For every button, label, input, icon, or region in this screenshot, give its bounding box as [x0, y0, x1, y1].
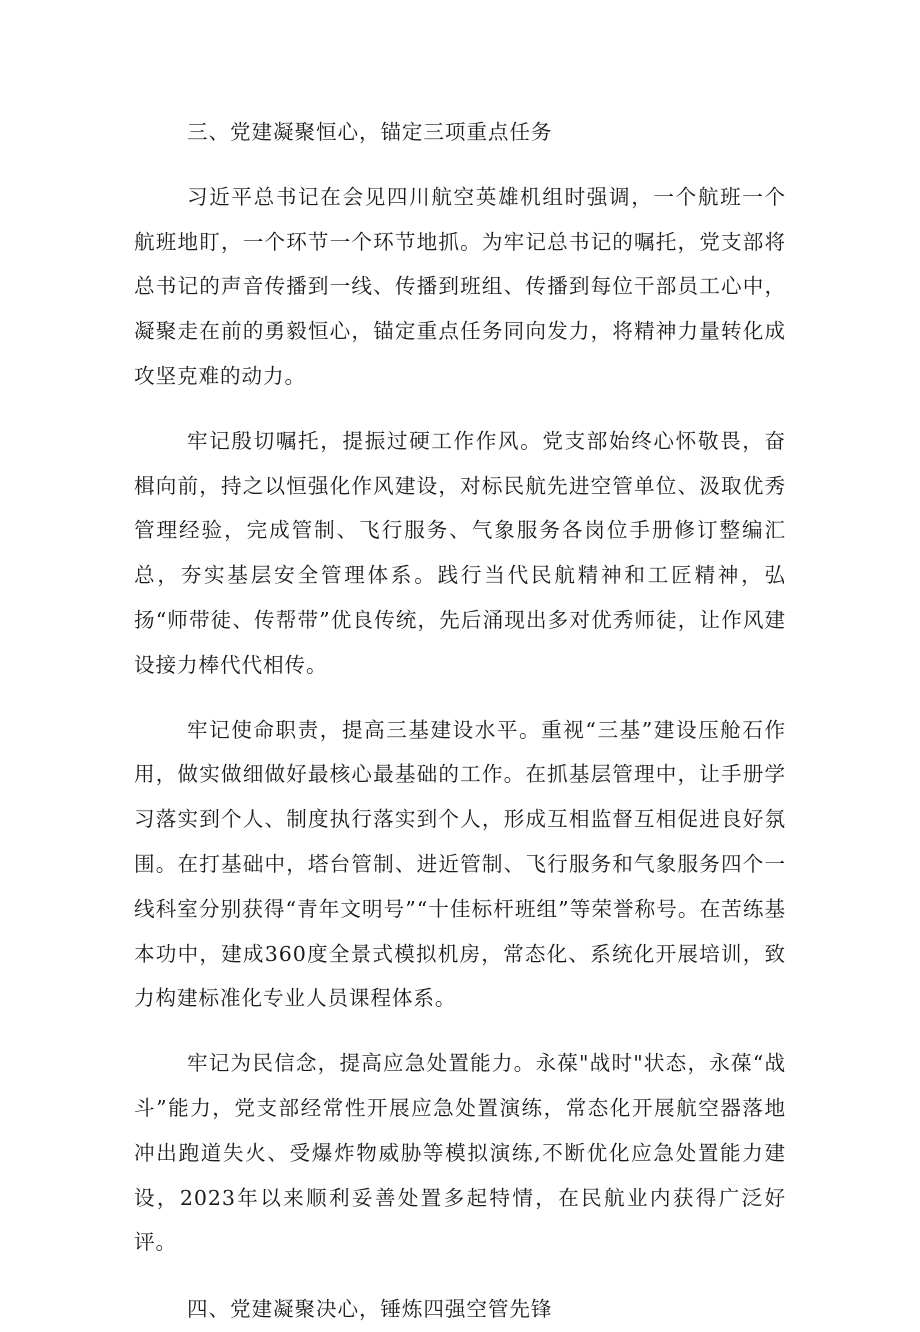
document-body: [134, 110, 786, 1332]
paragraph-1: 习近平总书记在会见四川航空英雄机组时强调，一个航班一个航班地盯，一个环节一个环节地抓。为牢记总书记的嘱托，党支部将总书记的声音传播到一线、传播到班组、传播到每位干部员工心中，凝聚走在前的勇毅恒心，锚定重点任务同向发力，将精神力量转化成攻坚克难的动力。: [134, 184, 786, 388]
paragraph-4: 牢记为民信念，提高应急处置能力。永葆"战时"状态，永葆“战斗”能力，党支部经常性开展应急处置演练，常态化开展航空器落地冲出跑道失火、受爆炸物威胁等模拟演练,不断优化应急处置能力建设，2023年以来顺利妥善处置多起特情，在民航业内获得广泛好评。: [134, 1051, 786, 1255]
section-heading-3: 三、党建凝聚恒心，锚定三项重点任务: [187, 120, 553, 144]
paragraph-2: 牢记殷切嘱托，提振过硬工作作风。党支部始终心怀敬畏，奋楫向前，持之以恒强化作风建设，对标民航先进空管单位、汲取优秀管理经验，完成管制、飞行服务、气象服务各岗位手册修订整编汇总，夯实基层安全管理体系。践行当代民航精神和工匠精神，弘扬“师带徒、传帮带”优良传统，先后涌现出多对优秀师徒，让作风建设接力棒代代相传。: [134, 428, 786, 677]
section-heading-4: 四、党建凝聚决心，锤炼四强空管先锋: [187, 1297, 553, 1322]
paragraph-3: 牢记使命职责，提高三基建设水平。重视“三基”建设压舱石作用，做实做细做好最核心最基础的工作。在抓基层管理中，让手册学习落实到个人、制度执行落实到个人，形成互相监督互相促进良好氛围。在打基础中，塔台管制、进近管制、飞行服务和气象服务四个一线科室分别获得“青年文明号”“十佳标杆班组”等荣誉称号。在苦练基本功中，建成360度全景式模拟机房，常态化、系统化开展培训，致力构建标准化专业人员课程体系。: [134, 717, 786, 1011]
